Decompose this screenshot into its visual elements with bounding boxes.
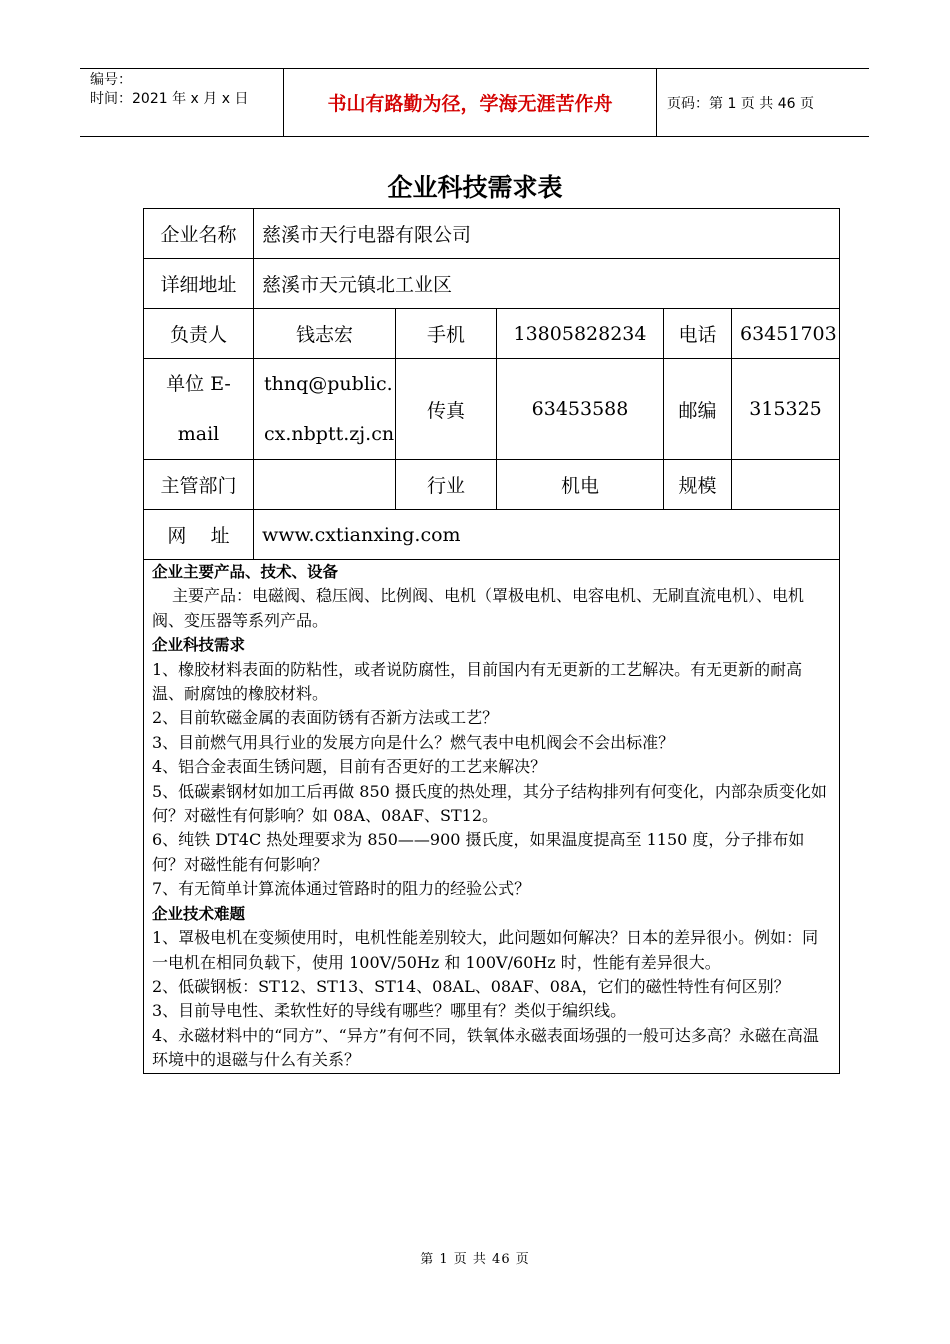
fax-value: 63453588 xyxy=(497,359,664,460)
website-value: www.cxtianxing.com xyxy=(254,510,840,560)
email-label-line1: 单位 E- xyxy=(166,373,231,395)
problem-item: 4、永磁材料中的“同方”、“异方”有何不同，铁氧体永磁表面场强的一般可达多高？永磁在高温环境中的退磁与什么有关系？ xyxy=(152,1025,819,1070)
email-value xyxy=(254,359,396,460)
email-label-line2: mail xyxy=(177,423,220,445)
need-item: 2、目前软磁金属的表面防锈有否新方法或工艺？ xyxy=(152,708,499,728)
need-item: 4、铝合金表面生锈问题，目前有否更好的工艺来解决？ xyxy=(152,757,547,777)
scale-value xyxy=(732,460,840,510)
dept-label: 主管部门 xyxy=(144,460,254,510)
phone-value: 63451703 xyxy=(732,309,840,359)
postcode-value: 315325 xyxy=(732,359,840,460)
phone-label: 电话 xyxy=(664,309,732,359)
need-item: 3、目前燃气用具行业的发展方向是什么？燃气表中电机阀会不会出标准？ xyxy=(152,732,675,752)
website-label: 网 址 xyxy=(144,510,254,560)
need-item: 5、低碳素钢材如加工后再做 850 摄氏度的热处理，其分子结构排列有何变化，内部杂质变化如何？对磁性有何影响？如 08A、08AF、ST12。 xyxy=(152,781,827,826)
postcode-label: 邮编 xyxy=(664,359,732,460)
email-value-line2: cx.nbptt.zj.cn xyxy=(264,423,395,445)
address-label: 详细地址 xyxy=(144,259,254,309)
need-item: 1、橡胶材料表面的防粘性，或者说防腐性，目前国内有无更新的工艺解决。有无更新的耐高温、耐腐蚀的橡胶材料。 xyxy=(152,659,803,704)
page-header xyxy=(80,68,869,137)
email-value-line1: thnq@public. xyxy=(264,373,393,395)
products-text: 主要产品：电磁阀、稳压阀、比例阀、电机（罩极电机、电容电机、无刷直流电机）、电机阀、变压器等系列产品。 xyxy=(152,586,805,630)
problems-heading: 企业技术难题 xyxy=(152,904,246,923)
industry-label: 行业 xyxy=(396,460,497,510)
document-title: 企业科技需求表 xyxy=(387,173,563,202)
details-section xyxy=(144,560,840,1074)
mobile-value: 13805828234 xyxy=(497,309,664,359)
problem-item: 3、目前导电性、柔软性好的导线有哪些？哪里有？类似于编织线。 xyxy=(152,1001,627,1021)
company-name-value: 慈溪市天行电器有限公司 xyxy=(254,209,840,259)
mobile-label: 手机 xyxy=(396,309,497,359)
time-label: 时间：2021 年 x 月 x 日 xyxy=(90,91,249,107)
fax-label: 传真 xyxy=(396,359,497,460)
header-motto: 书山有路勤为径，学海无涯苦作舟 xyxy=(283,69,657,136)
need-item: 6、纯铁 DT4C 热处理要求为 850——900 摄氏度，如果温度提高至 1150 度，分子排布如何？对磁性能有何影响？ xyxy=(152,830,805,874)
person-label: 负责人 xyxy=(144,309,254,359)
industry-value: 机电 xyxy=(497,460,664,510)
header-page-info: 页码：第 1 页 共 46 页 xyxy=(667,95,814,112)
requirements-table xyxy=(143,208,840,1074)
email-label xyxy=(144,359,254,460)
problem-item: 2、低碳钢板：ST12、ST13、ST14、08AL、08AF、08A，它们的磁性特性有何区别？ xyxy=(152,976,790,996)
header-meta xyxy=(80,69,283,136)
scale-label: 规模 xyxy=(664,460,732,510)
need-item: 7、有无简单计算流体通过管路时的阻力的经验公式？ xyxy=(152,879,531,899)
needs-heading: 企业科技需求 xyxy=(152,636,246,655)
dept-value xyxy=(254,460,396,510)
company-name-label: 企业名称 xyxy=(144,209,254,259)
problem-item: 1、罩极电机在变频使用时，电机性能差别较大，此问题如何解决？日本的差异很小。例如：同一电机在相同负载下，使用 100V/50Hz 和 100V/60Hz 时，性能有差异很大。 xyxy=(152,928,819,972)
products-heading: 企业主要产品、技术、设备 xyxy=(152,563,339,581)
address-value: 慈溪市天元镇北工业区 xyxy=(254,259,840,309)
number-label: 编号： xyxy=(90,72,132,88)
person-value: 钱志宏 xyxy=(254,309,396,359)
page-footer: 第 1 页 共 46 页 xyxy=(420,1252,530,1267)
